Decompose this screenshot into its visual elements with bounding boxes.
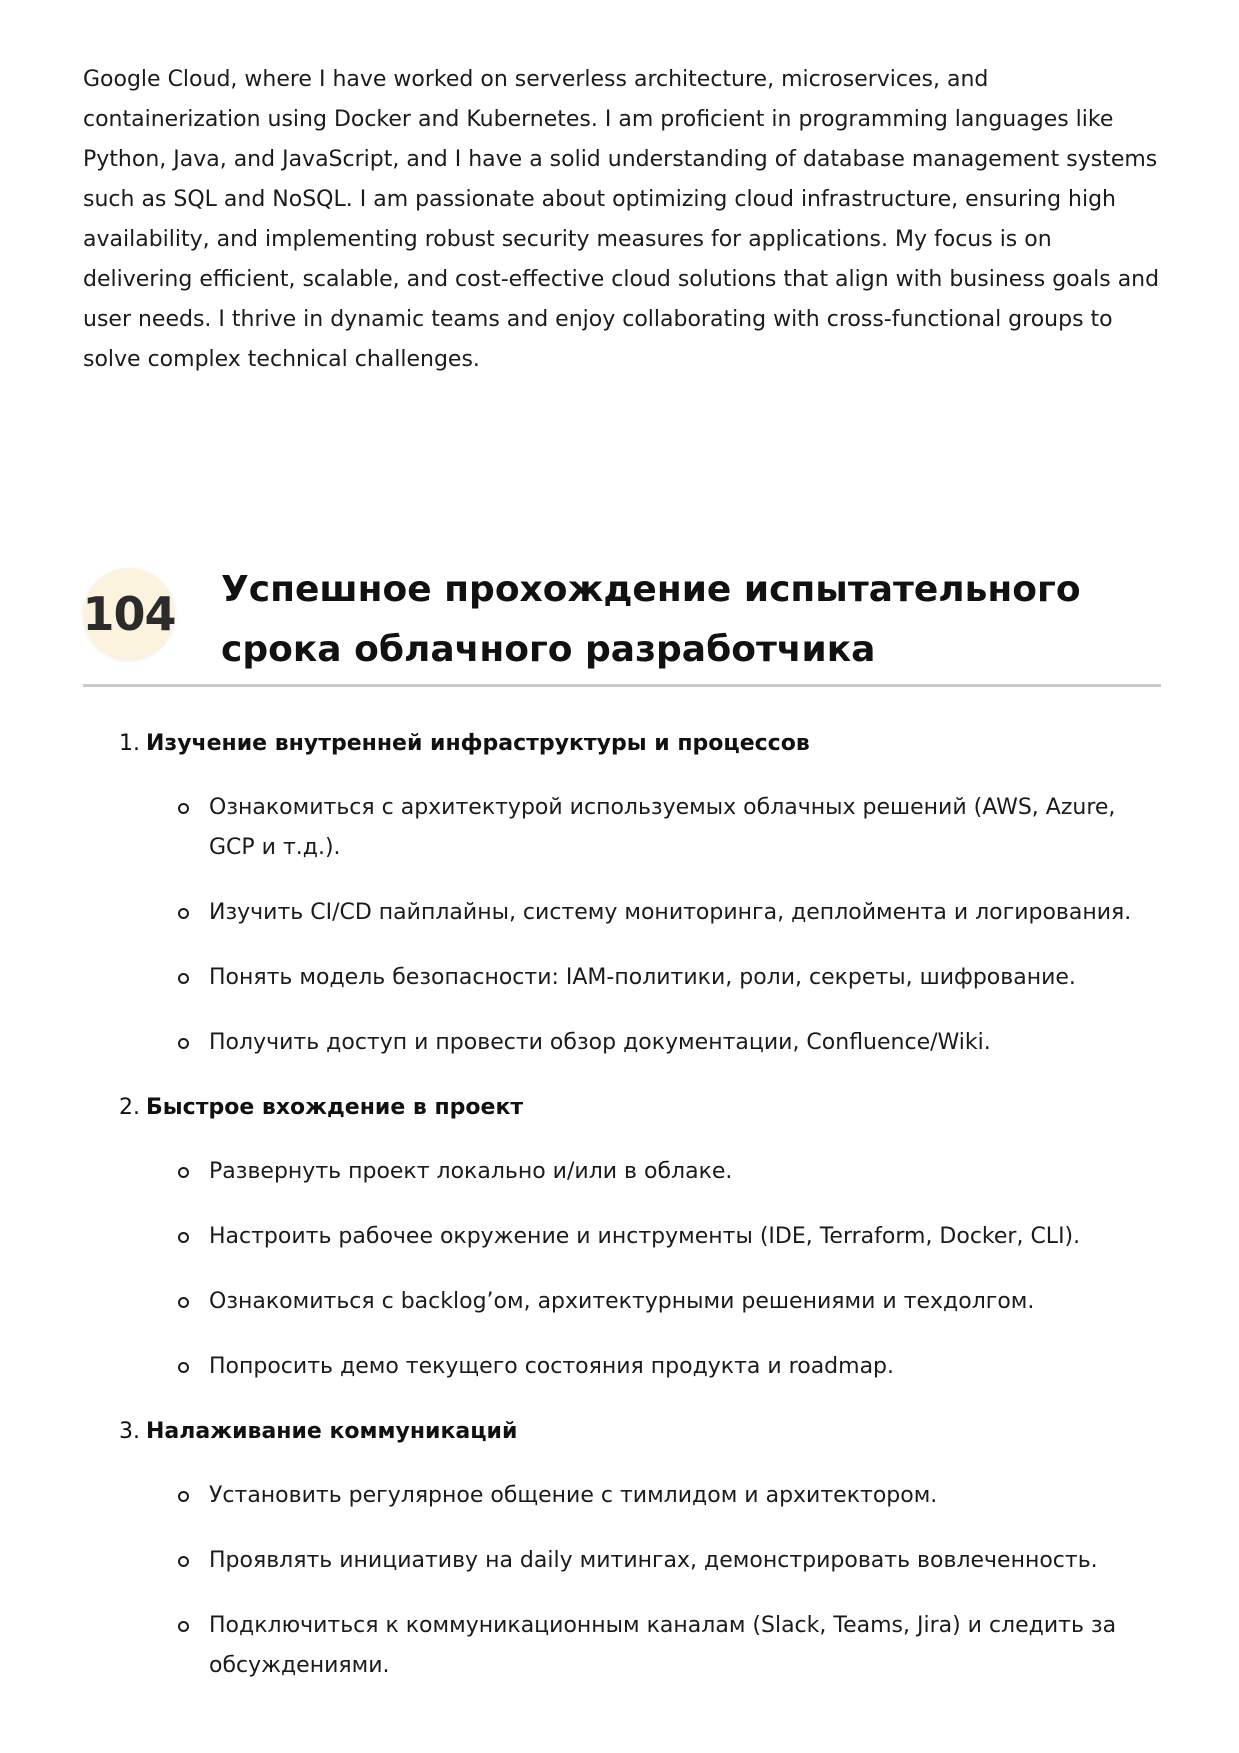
- bullet-circle-icon: [178, 1556, 189, 1567]
- list-item-text: Настроить рабочее окружение и инструменты (IDE, Terraform, Docker, CLI).: [209, 1224, 1081, 1249]
- group-title-text: Изучение внутренней инфраструктуры и процессов: [146, 731, 810, 756]
- bullet-circle-icon: [178, 908, 189, 919]
- bullet-circle-icon: [178, 1232, 189, 1243]
- bullet-circle-icon: [178, 1621, 189, 1632]
- list-item: [83, 1476, 1163, 1516]
- list-group-3: [83, 1412, 1163, 1686]
- list-item-text: Ознакомиться с архитектурой используемых облачных решений (AWS, Azure, GCP и т.д.).: [209, 795, 1116, 860]
- list-item-text: Попросить демо текущего состояния продукта и roadmap.: [209, 1354, 895, 1379]
- section-title: Успешное прохождение испытательного срока облачного разработчика: [221, 569, 1081, 670]
- section-content: [83, 724, 1163, 1711]
- list-item: [83, 1152, 1163, 1192]
- list-item: [83, 1282, 1163, 1322]
- list-item: [83, 1217, 1163, 1257]
- section-number-badge: 104: [83, 568, 175, 660]
- bullet-circle-icon: [178, 973, 189, 984]
- group-title-text: Налаживание коммуникаций: [146, 1419, 518, 1444]
- list-item-text: Изучить CI/CD пайплайны, систему мониторинга, деплоймента и логирования.: [209, 900, 1132, 925]
- list-item: [83, 1023, 1163, 1063]
- list-group-1: [83, 724, 1163, 1063]
- list-group-2: [83, 1088, 1163, 1387]
- bullet-circle-icon: [178, 1362, 189, 1373]
- bullet-list: [83, 1476, 1163, 1686]
- list-item-text: Ознакомиться с backlog’ом, архитектурными решениями и техдолгом.: [209, 1289, 1035, 1314]
- group-heading: [83, 724, 1163, 764]
- list-item: [83, 893, 1163, 933]
- group-heading: [83, 1088, 1163, 1128]
- list-item: [83, 1541, 1163, 1581]
- group-title-text: Быстрое вхождение в проект: [146, 1095, 524, 1120]
- group-number: 3.: [119, 1419, 140, 1444]
- list-item-text: Развернуть проект локально и/или в облаке.: [209, 1159, 733, 1184]
- list-item: [83, 788, 1163, 868]
- group-heading: [83, 1412, 1163, 1452]
- section-header: [83, 548, 1161, 687]
- list-item-text: Установить регулярное общение с тимлидом и архитектором.: [209, 1483, 938, 1508]
- list-item-text: Понять модель безопасности: IAM-политики, роли, секреты, шифрование.: [209, 965, 1076, 990]
- bullet-circle-icon: [178, 1297, 189, 1308]
- bullet-list: [83, 788, 1163, 1063]
- list-item: [83, 1347, 1163, 1387]
- list-item-text: Подключиться к коммуникационным каналам (Slack, Teams, Jira) и следить за обсуждениями.: [209, 1613, 1117, 1678]
- bullet-circle-icon: [178, 1491, 189, 1502]
- list-item: [83, 1606, 1163, 1686]
- bullet-circle-icon: [178, 803, 189, 814]
- list-item: [83, 958, 1163, 998]
- bullet-list: [83, 1152, 1163, 1387]
- group-number: 2.: [119, 1095, 140, 1120]
- intro-paragraph: Google Cloud, where I have worked on serverless architecture, microservices, and containerization using Docker and Kubernetes. I am proficient in programming languages like Python, Java, and JavaScript, and I have a solid understanding of database management systems such as SQL and NoSQL. I am passionate about optimizing cloud infrastructure, ensuring high availability, and implementing robust security measures for applications. My focus is on delivering efficient, scalable, and cost-effective cloud solutions that align with business goals and user needs. I thrive in dynamic teams and enjoy collaborating with cross-functional groups to solve complex technical challenges.: [83, 67, 1160, 372]
- list-item-text: Получить доступ и провести обзор документации, Confluence/Wiki.: [209, 1030, 991, 1055]
- bullet-circle-icon: [178, 1167, 189, 1178]
- list-item-text: Проявлять инициативу на daily митингах, демонстрировать вовлеченность.: [209, 1548, 1098, 1573]
- bullet-circle-icon: [178, 1038, 189, 1049]
- group-number: 1.: [119, 731, 140, 756]
